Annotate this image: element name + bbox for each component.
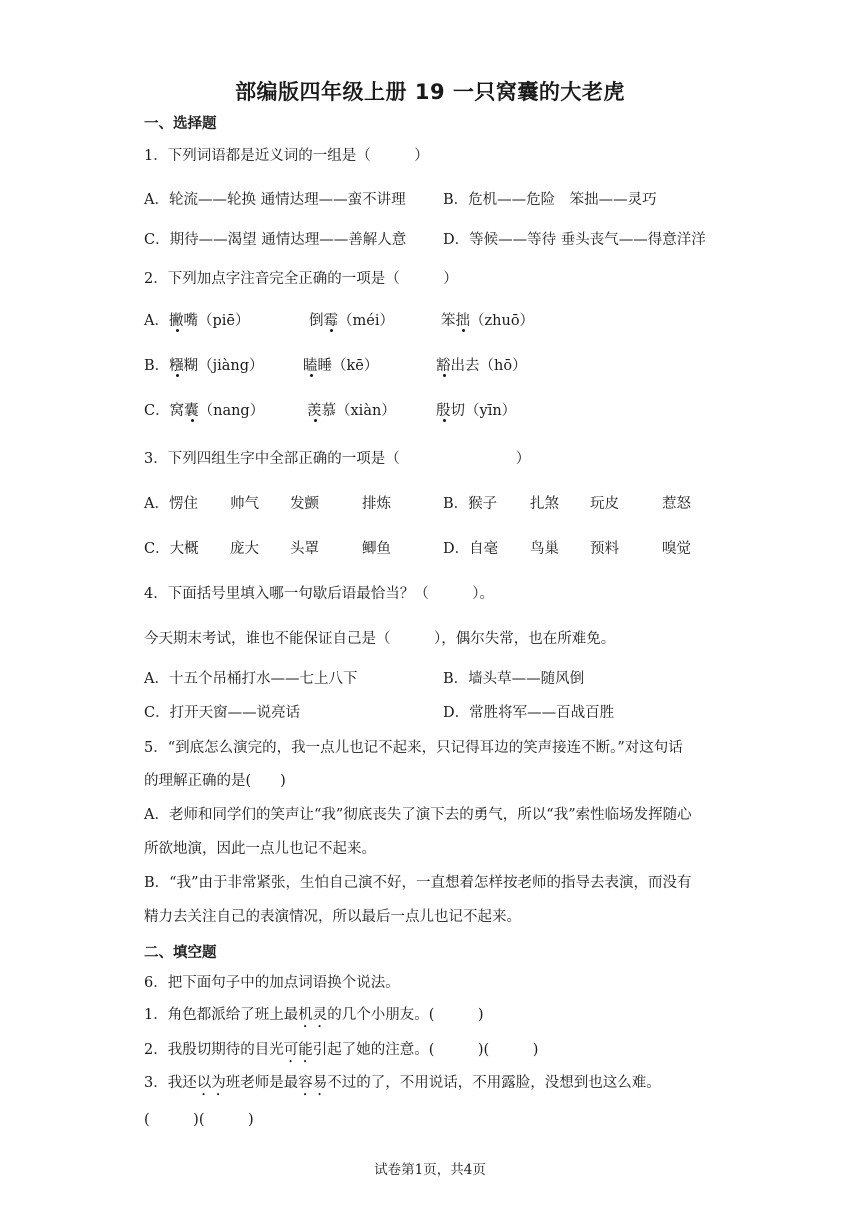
q4-option-a: A．十五个吊桶打水——七上八下 (144, 671, 358, 687)
q2-b-item-1: B．糨糊（jiàng） (144, 358, 264, 374)
q2-a-item-3: 笨拙（zhuō） (441, 313, 535, 329)
q3-c-word-3: 头罩 (290, 541, 319, 557)
q3-a-word-1: A．愣住 (144, 496, 198, 512)
q2-a-item-1: A．撇嘴（piē） (144, 313, 250, 329)
q5-option-b-line-1: B．“我”由于非常紧张，生怕自己演不好，一直想着怎样按老师的指导去表演，而没有 (144, 875, 692, 891)
page-footer: 试卷第1页，共4页 (374, 1162, 486, 1178)
q5-stem-line-1: 5．“到底怎么演完的，我一点儿也记不起来，只记得耳边的笑声接连不断。”对这句话 (144, 740, 683, 756)
q3-a-word-4: 排炼 (362, 496, 391, 512)
q1-option-d: D．等候——等待 垂头丧气——得意洋洋 (443, 232, 706, 248)
q5-stem-line-2: 的理解正确的是( ) (144, 773, 286, 789)
q1-stem: 1．下列词语都是近义词的一组是（ ） (144, 148, 429, 164)
q5-option-b-line-2: 精力去关注自己的表演情况，所以最后一点儿也记不起来。 (144, 909, 521, 925)
q4-stem: 4．下面括号里填入哪一句歇后语最恰当？（ ）。 (144, 586, 494, 602)
q5-option-a-line-2: 所欲地演，因此一点儿也记不起来。 (144, 841, 376, 857)
q6-sentence-2: 2．我殷切期待的目光可能引起了她的注意。( )( ) (144, 1042, 539, 1058)
q3-b-word-4: 惹怒 (662, 496, 691, 512)
q3-stem: 3．下列四组生字中全部正确的一项是（ ） (144, 451, 531, 467)
q4-option-d: D．常胜将军——百战百胜 (443, 705, 615, 721)
q1-option-c: C．期待——渴望 通情达理——善解人意 (144, 232, 407, 248)
q3-a-word-3: 发颤 (290, 496, 319, 512)
section-heading-choice: 一、选择题 (144, 116, 217, 132)
q3-b-word-1: B．猴子 (443, 496, 498, 512)
q2-a-item-2: 倒霉（méi） (309, 313, 394, 329)
q3-d-word-1: D．自毫 (443, 541, 499, 557)
section-heading-fill-in: 二、填空题 (144, 945, 217, 961)
q6-sentence-3-blanks: ( )( ) (144, 1112, 254, 1128)
q3-b-word-3: 玩皮 (590, 496, 619, 512)
q2-b-item-2: 瞌睡（kē） (303, 358, 379, 374)
q3-d-word-2: 鸟巢 (530, 541, 559, 557)
q1-option-b: B．危机——危险 笨拙——灵巧 (443, 192, 657, 208)
q3-c-word-2: 庞大 (230, 541, 259, 557)
q3-c-word-1: C．大概 (144, 541, 199, 557)
q1-option-a: A．轮流——轮换 通情达理——蛮不讲理 (144, 192, 406, 208)
q5-option-a-line-1: A．老师和同学们的笑声让“我”彻底丧失了演下去的勇气，所以“我”索性临场发挥随心 (144, 807, 692, 823)
q6-stem: 6．把下面句子中的加点词语换个说法。 (144, 975, 400, 991)
q3-d-word-4: 嗅觉 (662, 541, 691, 557)
q4-option-b: B．墙头草——随风倒 (443, 671, 585, 687)
q2-c-item-1: C．窝囊（nang） (144, 403, 265, 419)
q2-c-item-2: 羡慕（xiàn） (307, 403, 396, 419)
q6-sentence-1: 1．角色都派给了班上最机灵的几个小朋友。( ) (144, 1007, 484, 1023)
q3-b-word-2: 扎煞 (530, 496, 559, 512)
q3-d-word-3: 预料 (590, 541, 619, 557)
q2-b-item-3: 豁出去（hō） (436, 358, 527, 374)
q2-stem: 2．下列加点字注音完全正确的一项是（ ） (144, 271, 458, 287)
q4-sentence: 今天期末考试，谁也不能保证自己是（ ），偶尔失常，也在所难免。 (144, 631, 616, 647)
q4-option-c: C．打开天窗——说亮话 (144, 705, 301, 721)
q3-a-word-2: 帅气 (230, 496, 259, 512)
page-title: 部编版四年级上册 19 一只窝囊的大老虎 (235, 80, 625, 104)
q3-c-word-4: 鲫鱼 (362, 541, 391, 557)
q2-c-item-3: 殷切（yīn） (436, 403, 517, 419)
q6-sentence-3: 3．我还以为班老师是最容易不过的了，不用说话，不用露脸，没想到也这么难。 (144, 1075, 661, 1091)
